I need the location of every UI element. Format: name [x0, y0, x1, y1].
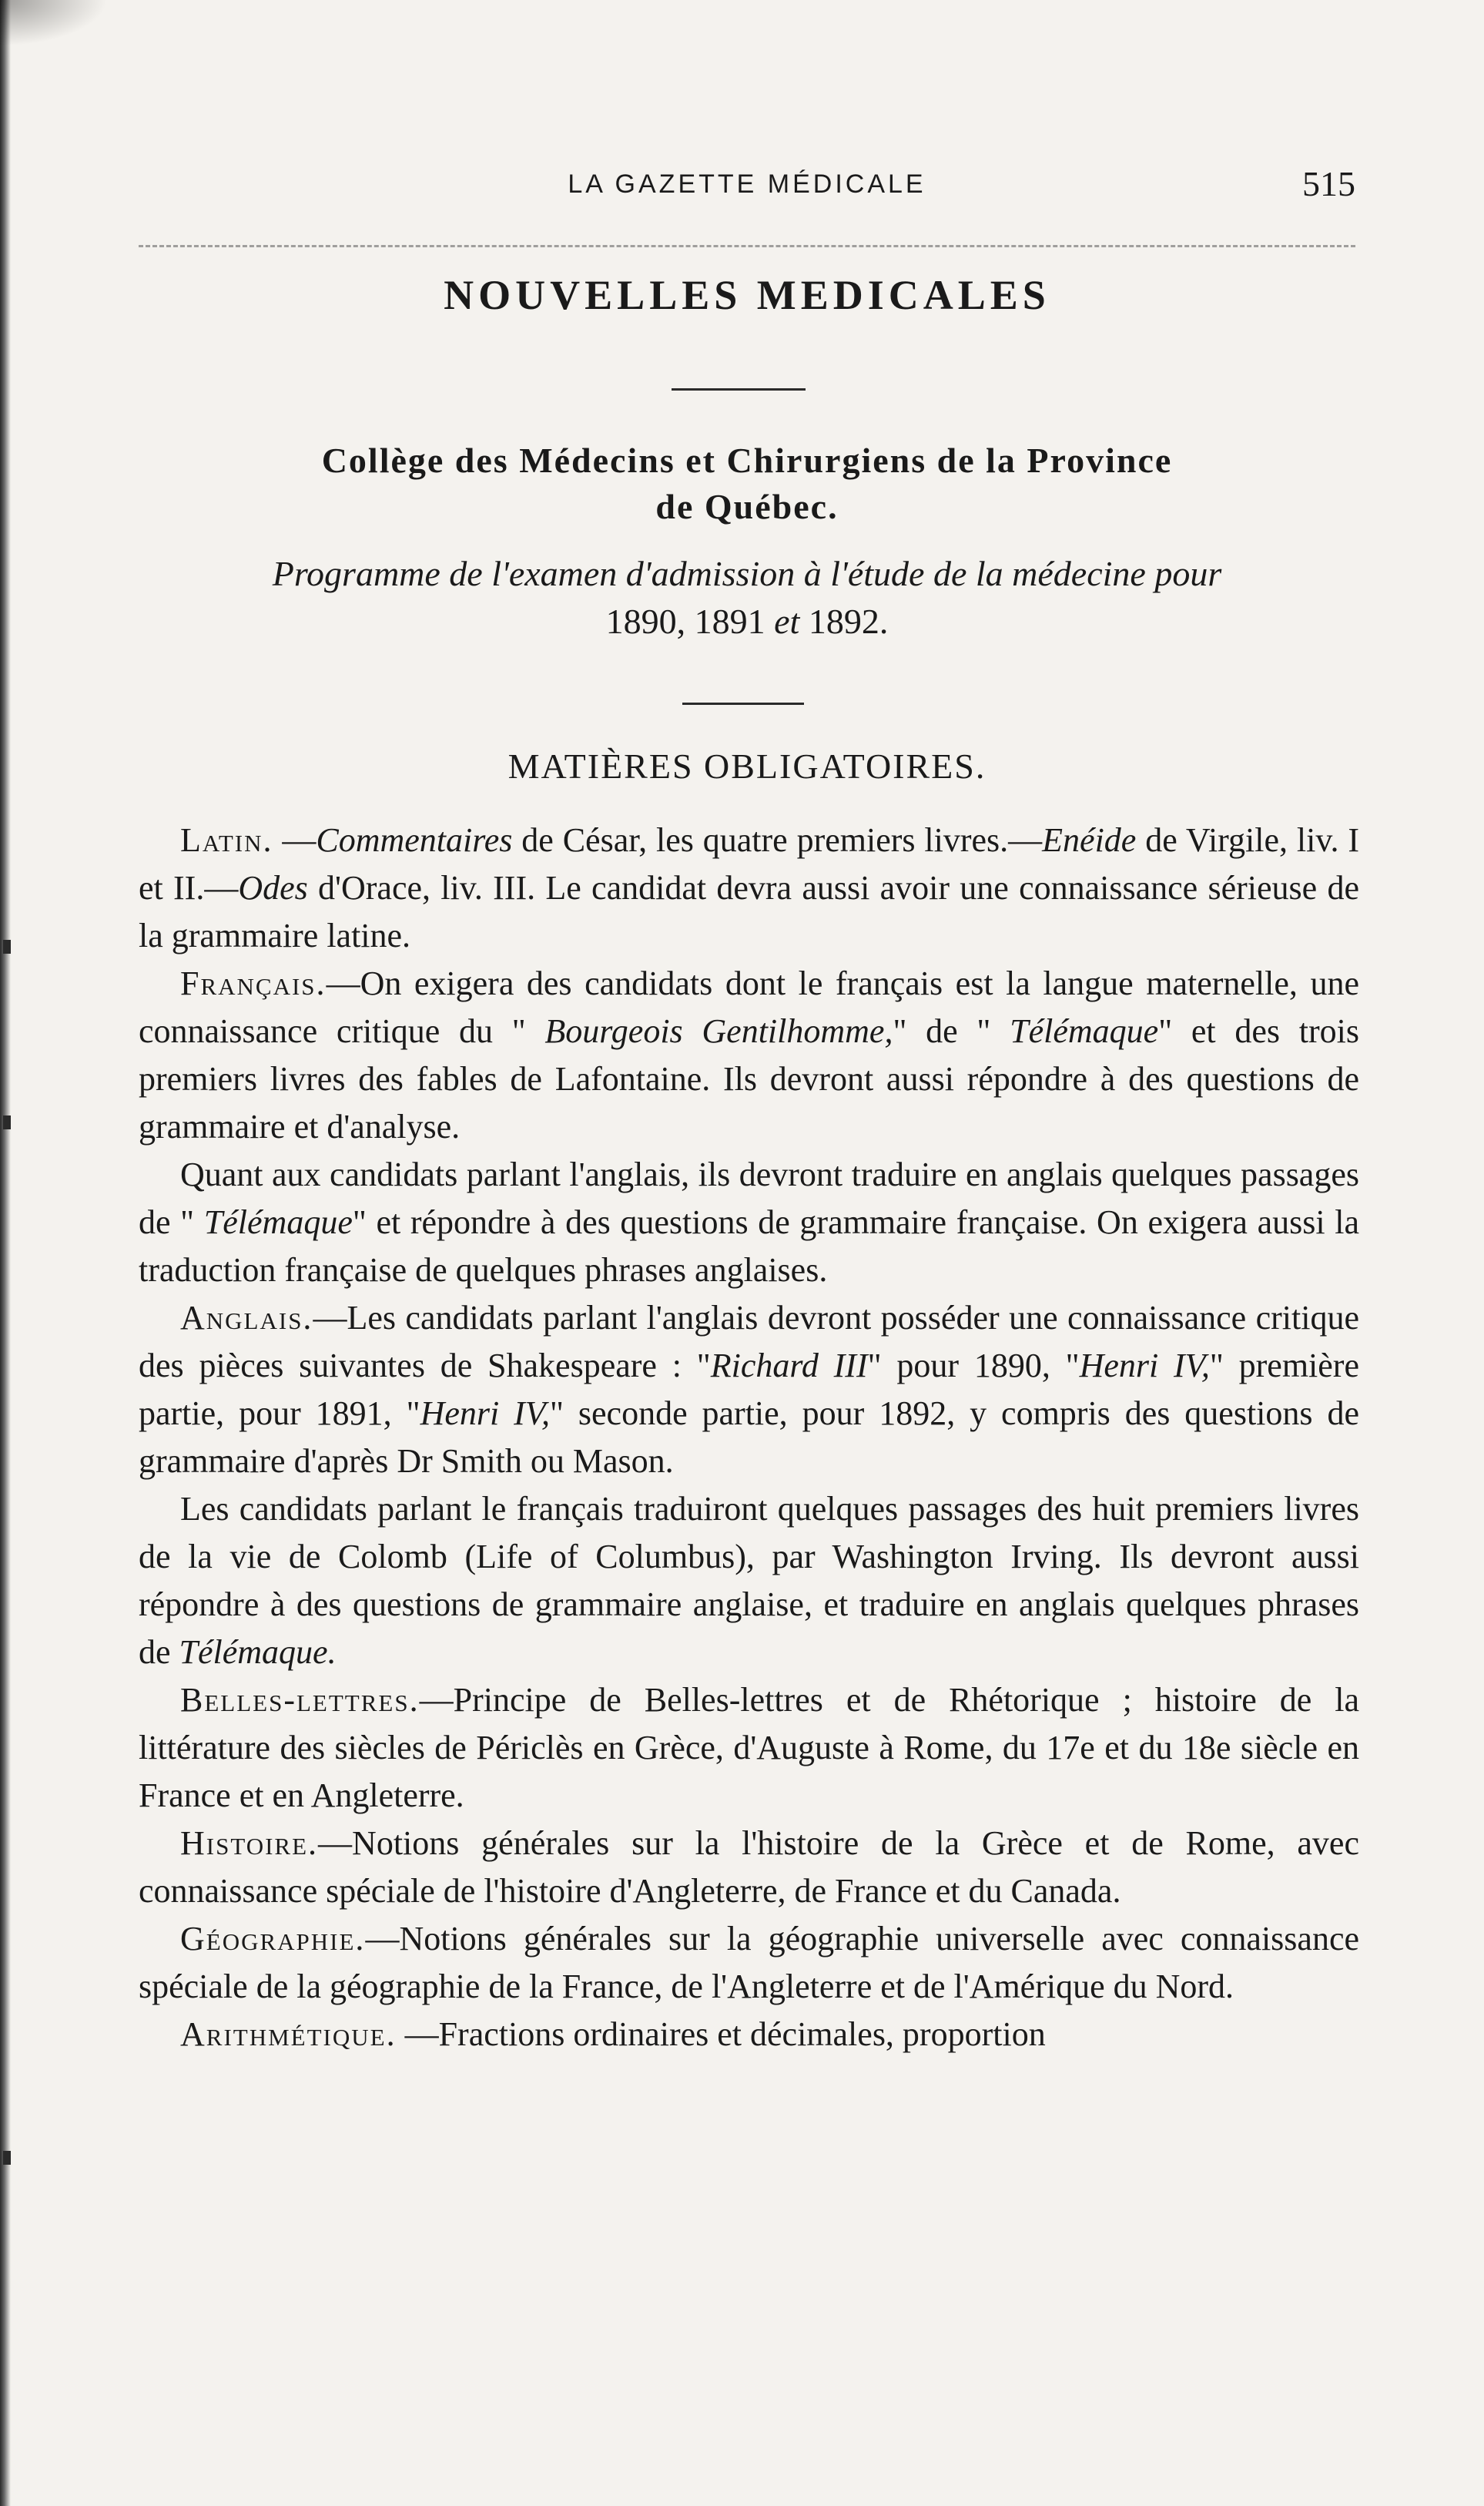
programme-years-text: 1890, 1891: [605, 602, 775, 641]
text: —On exigera des candidats dont le français est la langue maternelle, une connaissance critique du ": [139, 964, 1359, 1050]
text: —: [273, 821, 317, 859]
college-title-line: de Québec.: [655, 487, 839, 526]
margin-mark: [3, 1115, 11, 1129]
text: —Notions générales sur la l'histoire de la Grèce et de Rome, avec connaissance spéciale de l'histoire d'Angleterre, de France et du Canada.: [139, 1824, 1359, 1910]
text: " de ": [893, 1012, 1010, 1050]
book-title: Télémaque.: [179, 1633, 337, 1671]
programme-years: [139, 598, 1355, 646]
scan-page-edge: [0, 0, 11, 2506]
running-title: LA GAZETTE MÉDICALE: [568, 169, 926, 199]
separator-rule: [682, 703, 804, 705]
programme-subtitle: [139, 550, 1355, 646]
programme-line: Programme de l'examen d'admission à l'étude de la médecine pour: [272, 554, 1222, 593]
body-text: [139, 817, 1359, 2058]
paragraph-histoire: [139, 1820, 1359, 1915]
text: —Les candidats parlant l'anglais devront posséder une connaissance critique des pièces suivantes de Shakespeare : ": [139, 1299, 1359, 1384]
subject-name: Français.: [180, 964, 327, 1002]
page-number: 515: [1302, 164, 1355, 203]
subject-name: Géographie.: [180, 1920, 366, 1957]
separator-rule: [672, 388, 806, 391]
subject-name: Anglais.: [180, 1299, 313, 1337]
subject-name: Latin.: [180, 821, 273, 859]
text: " première partie, pour 1891, ": [139, 1347, 1359, 1432]
paragraph-candidats-francais: [139, 1485, 1359, 1676]
text: " et des trois premiers livres des fables de Lafontaine. Ils devront aussi répondre à des questions de grammaire et d'analyse.: [139, 1012, 1360, 1146]
programme-years-conj: et: [774, 602, 800, 641]
paragraph-quant: [139, 1151, 1359, 1294]
book-title: Henri IV,: [420, 1394, 550, 1432]
book-title: Odes: [238, 869, 308, 907]
text: de Virgile, liv. I et II.—: [139, 821, 1360, 907]
text: —Fractions ordinaires et décimales, proportion: [396, 2015, 1046, 2053]
book-title: Télémaque: [203, 1203, 353, 1241]
book-title: Richard III: [710, 1347, 868, 1384]
college-title: [139, 438, 1355, 530]
paragraph-belles-lettres: [139, 1676, 1359, 1820]
book-title: Commentaires: [316, 821, 513, 859]
text: d'Orace, liv. III. Le candidat devra aussi avoir une connaissance sérieuse de la grammaire latine.: [139, 869, 1359, 954]
text: " seconde partie, pour 1892, y compris des questions de grammaire d'après Dr Smith ou Mason.: [139, 1394, 1359, 1480]
margin-mark: [3, 940, 11, 954]
scan-corner-shadow: [0, 0, 108, 46]
section-title: NOUVELLES MEDICALES: [444, 272, 1050, 318]
text: —Principe de Belles-lettres et de Rhétorique ; histoire de la littérature des siècles de Périclès en Grèce, d'Auguste à Rome, du 17e et du 18e siècle en France et en Angleterre.: [139, 1681, 1359, 1814]
subject-name: Arithmétique.: [180, 2015, 397, 2053]
header-rule: [139, 245, 1355, 247]
text: Les candidats parlant le français traduiront quelques passages des huit premiers livres de la vie de Colomb (Life of Columbus), par Washington Irving. Ils devront aussi répondre à des questions de grammaire anglaise, et traduire en anglais quelques phrases de: [139, 1490, 1359, 1671]
text: " et répondre à des questions de grammaire française. On exigera aussi la traduction française de quelques phrases anglaises.: [139, 1203, 1359, 1289]
book-title: Henri IV,: [1079, 1347, 1210, 1384]
paragraph-francais: [139, 960, 1359, 1151]
book-title: Télémaque: [1010, 1012, 1159, 1050]
text: Quant aux candidats parlant l'anglais, ils devront traduire en anglais quelques passages de ": [139, 1156, 1359, 1241]
paragraph-arithmetique: [139, 2011, 1359, 2058]
paragraph-geographie: [139, 1915, 1359, 2011]
running-head: [139, 162, 1355, 208]
text: de César, les quatre premiers livres.—: [512, 821, 1043, 859]
text: " pour 1890, ": [867, 1347, 1080, 1384]
book-title: Bourgeois Gentilhomme,: [544, 1012, 893, 1050]
subject-name: Belles-lettres.: [180, 1681, 420, 1719]
margin-mark: [3, 2151, 11, 2165]
subject-name: Histoire.: [180, 1824, 319, 1862]
paragraph-anglais: [139, 1294, 1359, 1485]
college-title-line: Collège des Médecins et Chirurgiens de la Province: [321, 441, 1173, 480]
programme-years-text: 1892.: [799, 602, 889, 641]
paragraph-latin: [139, 817, 1359, 960]
book-title: Enéide: [1042, 821, 1137, 859]
subject-heading: MATIÈRES OBLIGATOIRES.: [508, 746, 987, 786]
text: —Notions générales sur la géographie universelle avec connaissance spéciale de la géographie de la France, de l'Angleterre et de l'Amérique du Nord.: [139, 1920, 1359, 2005]
